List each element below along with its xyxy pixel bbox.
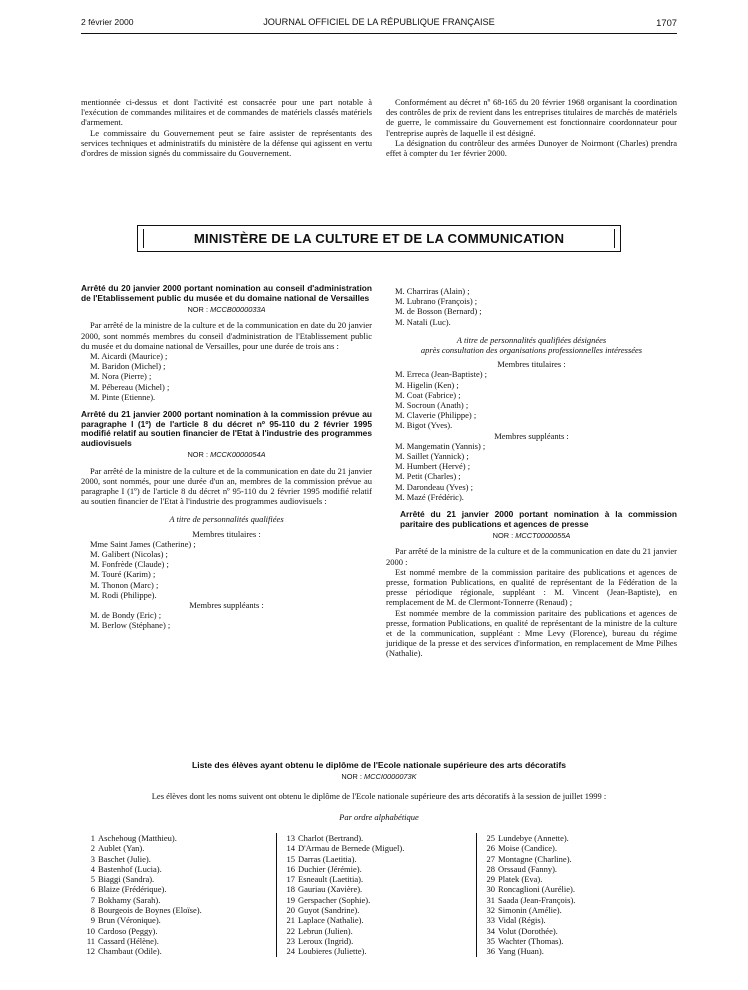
member-list: [386, 369, 677, 430]
student-row: [281, 864, 471, 874]
student-number: 29: [486, 874, 495, 885]
list-item: M. Lubrano (François) ;: [395, 296, 478, 307]
paragraph: Par arrêté de la ministre de la culture et de la communication en date du 21 janvier 2000 :: [386, 546, 677, 567]
list-item: M. Mazé (Frédéric).: [395, 491, 464, 502]
section-subtitle: après consultation des organisations professionnelles intéressées: [420, 345, 643, 356]
list-item: M. Rodi (Philippe).: [90, 589, 157, 600]
student-row: [81, 864, 271, 874]
student-number: 21: [286, 915, 295, 926]
student-number: 6: [90, 884, 95, 895]
list-item: M. Aicardi (Maurice) ;: [90, 351, 168, 361]
student-row: [481, 905, 671, 915]
list-label: Membres suppléants :: [494, 430, 569, 441]
student-name: Chambaut (Odile).: [98, 946, 162, 957]
student-name: Laplace (Nathalie).: [298, 915, 364, 926]
student-name: Esneault (Laetitia).: [298, 874, 364, 885]
student-number: 8: [90, 905, 95, 916]
student-number: 7: [90, 894, 95, 905]
student-number: 24: [286, 946, 295, 957]
student-name: Platek (Eva).: [498, 874, 543, 885]
ministry-heading-box: [137, 225, 621, 252]
student-number: 25: [486, 833, 495, 843]
section-subtitle: A titre de personnalités qualifiées: [169, 514, 284, 525]
student-row: [481, 936, 671, 946]
list-subtitle: Par ordre alphabétique: [339, 812, 419, 822]
student-number: 15: [286, 853, 295, 864]
student-name: Cassard (Hélène).: [98, 935, 159, 946]
student-row: [481, 843, 671, 853]
list-item: M. Humbert (Hervé) ;: [395, 461, 471, 472]
list-item: M. Socroun (Anath) ;: [395, 400, 469, 411]
student-name: Lebrun (Julien).: [298, 925, 353, 936]
list-item: M. Bigot (Yves).: [395, 420, 453, 431]
list-item: M. Darondeau (Yves) ;: [395, 481, 473, 492]
student-column-3: [481, 833, 671, 957]
student-number: 27: [486, 853, 495, 864]
student-row: [81, 926, 271, 936]
nor-reference: NOR : MCCT0000055A: [492, 531, 571, 541]
left-column: [81, 284, 372, 631]
student-name: Biaggi (Sandra).: [98, 874, 155, 885]
student-number: 5: [90, 874, 95, 885]
student-number: 34: [486, 925, 495, 936]
list-item: M. Pébereau (Michel) ;: [90, 381, 170, 392]
student-number: 3: [90, 853, 95, 864]
paragraph: Par arrêté de la ministre de la culture et de la communication en date du 20 janvier 2000, sont nommés membres du conseil d'administration de l'Etablissement public du musée et du domaine national de Versailles, pour une durée de trois ans :: [81, 320, 372, 351]
student-number: 10: [86, 925, 95, 936]
member-list: [386, 441, 677, 502]
student-number: 23: [286, 935, 295, 946]
student-number: 36: [486, 946, 495, 957]
student-name: Bourgeois de Boynes (Eloïse).: [98, 905, 202, 916]
student-row: [281, 915, 471, 925]
student-name: Moise (Candice).: [498, 843, 558, 854]
student-name: Orssaud (Fanny).: [498, 863, 558, 874]
student-row: [81, 854, 271, 864]
nor-reference: NOR : MCCI0000073K: [341, 772, 417, 781]
student-number: 26: [486, 843, 495, 854]
student-name: Roncaglioni (Aurélie).: [498, 884, 575, 895]
student-row: [281, 905, 471, 915]
page-number: 1707: [656, 17, 677, 28]
student-number: 20: [286, 905, 295, 916]
student-column-2: [281, 833, 471, 957]
student-name: Bokhamy (Sarah).: [98, 894, 161, 905]
column-divider: [276, 833, 277, 957]
student-row: [481, 915, 671, 925]
student-name: Baschet (Julie).: [98, 853, 151, 864]
student-name: Darras (Laetitia).: [298, 853, 357, 864]
student-number: 2: [90, 843, 95, 854]
student-number: 4: [90, 863, 95, 874]
student-name: Bastenhof (Lucia).: [98, 863, 162, 874]
list-item: M. de Bondy (Eric) ;: [90, 610, 162, 621]
paragraph: Conformément au décret nº 68-165 du 20 février 1968 organisant la coordination des contrôles de prix de revient dans les entreprises titulaires de marchés de matériels de guerre, le commissaire du Gouvernement est fonctionnaire coordonnateur pour l'entreprise auprès de laquelle il est désigné.: [386, 97, 677, 138]
student-number: 9: [90, 915, 95, 926]
student-name: Cardoso (Peggy).: [98, 925, 158, 936]
right-column: [386, 286, 677, 659]
student-number: 19: [286, 894, 295, 905]
student-name: Volut (Dorothée).: [498, 925, 558, 936]
student-row: [81, 936, 271, 946]
student-name: Aublet (Yan).: [98, 843, 145, 854]
student-number: 31: [486, 894, 495, 905]
student-row: [481, 874, 671, 884]
student-number: 16: [286, 863, 295, 874]
list-item: M. Baridon (Michel) ;: [90, 361, 166, 372]
student-row: [481, 895, 671, 905]
student-row: [281, 874, 471, 884]
student-row: [81, 946, 271, 956]
paragraph: mentionnée ci-dessus et dont l'activité est consacrée pour une part notable à l'exécution de commandes militaires et de commandes de matériels classés matériels d'armement.: [81, 97, 372, 128]
list-label: Membres titulaires :: [192, 528, 261, 539]
student-name: Charlot (Bertrand).: [298, 833, 364, 843]
student-number: 18: [286, 884, 295, 895]
student-name: Aschehoug (Matthieu).: [98, 833, 177, 843]
student-name: Brun (Véronique).: [98, 915, 161, 926]
student-row: [481, 946, 671, 956]
student-number: 14: [286, 843, 295, 854]
list-item: M. Thonon (Marc) ;: [90, 579, 159, 590]
header-date: 2 février 2000: [81, 17, 134, 27]
student-number: 35: [486, 935, 495, 946]
student-row: [281, 895, 471, 905]
student-name: Blaize (Frédérique).: [98, 884, 167, 895]
page-header: [81, 17, 677, 31]
member-list: [81, 351, 372, 402]
paragraph: La désignation du contrôleur des armées Dunoyer de Noirmont (Charles) prendra effet à compter du 1er février 2000.: [386, 137, 677, 159]
member-list: [81, 610, 372, 630]
student-row: [81, 905, 271, 915]
list-item: M. Higelin (Ken) ;: [395, 379, 459, 390]
list-item: M. Nora (Pierre) ;: [90, 371, 152, 382]
list-item: M. Natali (Luc).: [395, 316, 451, 327]
student-row: [81, 895, 271, 905]
student-number: 12: [86, 946, 95, 957]
section-subtitle: A titre de personnalités qualifiées désignées: [456, 334, 607, 345]
list-item: M. Petit (Charles) ;: [395, 471, 461, 482]
student-row: [281, 843, 471, 853]
student-number: 1: [90, 833, 95, 843]
arrete-title: Arrêté du 20 janvier 2000 portant nomination au conseil d'administration de l'Etablissement public du musée et du domaine national de Versailles: [81, 283, 372, 303]
student-row: [281, 884, 471, 894]
paragraph: Est nommée membre de la commission paritaire des publications et agences de presse, formation Publications, en qualité de représentant de la ministre de la culture et de la communication, suppléant : Mme Levy (Florence), bureau du régime juridique de la presse et des services d'information, en remplacement de Mme Pilhes (Nathalie).: [386, 607, 677, 659]
nor-reference: NOR : MCCK0000054A: [187, 450, 266, 460]
list-item: M. Charriras (Alain) ;: [395, 286, 470, 296]
paragraph: Est nommé membre de la commission paritaire des publications et agences de presse, formation Publications, en qualité de représentant de la Fédération de la presse périodique régionale, suppléant : M. Vincent (Jean-Baptiste), en remplacement de M. de Clermont-Tonnerre (Renaud) ;: [386, 566, 677, 608]
list-item: M. Claverie (Philippe) ;: [395, 410, 477, 421]
student-name: Montagne (Charline).: [498, 853, 572, 864]
ministry-heading: MINISTÈRE DE LA CULTURE ET DE LA COMMUNICATION: [143, 229, 615, 248]
list-intro: Les élèves dont les noms suivent ont obtenu le diplôme de l'Ecole nationale supérieure des arts décoratifs à la session de juillet 1999 :: [151, 791, 607, 801]
list-item: M. Fonfrède (Claude) ;: [90, 559, 169, 570]
student-row: [281, 926, 471, 936]
list-label: Membres titulaires :: [497, 359, 566, 370]
student-name: Yang (Huan).: [498, 946, 544, 957]
member-list: [386, 286, 677, 327]
student-number: 32: [486, 905, 495, 916]
student-row: [281, 833, 471, 843]
student-number: 22: [286, 925, 295, 936]
student-row: [81, 843, 271, 853]
list-label: Membres suppléants :: [189, 600, 264, 611]
student-name: Saada (Jean-François).: [498, 894, 576, 905]
student-name: Lundebye (Annette).: [498, 833, 569, 843]
list-item: M. de Bosson (Bernard) ;: [395, 306, 482, 317]
student-row: [81, 874, 271, 884]
student-name: Gauriau (Xavière).: [298, 884, 363, 895]
top-left-column: [81, 97, 372, 158]
student-name: Guyot (Sandrine).: [298, 905, 360, 916]
list-item: M. Saillet (Yannick) ;: [395, 451, 469, 462]
student-row: [481, 864, 671, 874]
student-row: [481, 854, 671, 864]
student-name: Leroux (Ingrid).: [298, 935, 354, 946]
student-number: 17: [286, 874, 295, 885]
student-number: 28: [486, 863, 495, 874]
list-item: M. Mangematin (Yannis) ;: [395, 440, 486, 451]
student-name: Duchier (Jérémie).: [298, 863, 362, 874]
list-item: M. Pinte (Etienne).: [90, 391, 156, 402]
student-name: Wachter (Thomas).: [498, 935, 564, 946]
student-row: [481, 884, 671, 894]
top-right-column: [386, 97, 677, 158]
nor-reference: NOR : MCCB0000033A: [187, 305, 266, 315]
list-item: Mme Saint James (Catherine) ;: [90, 538, 196, 549]
member-list: [81, 539, 372, 600]
student-name: Vidal (Régis).: [498, 915, 546, 926]
paragraph: Le commissaire du Gouvernement peut se faire assister de représentants des services techniques et administratifs du ministère de la défense qui agissent en vertu d'ordres de mission signés du commissaire du Gouvernement.: [81, 127, 372, 159]
student-row: [481, 926, 671, 936]
student-row: [281, 854, 471, 864]
list-item: M. Touré (Karim) ;: [90, 569, 156, 580]
student-number: 33: [486, 915, 495, 926]
journal-title: JOURNAL OFFICIEL DE LA RÉPUBLIQUE FRANÇAISE: [263, 17, 495, 27]
student-row: [481, 833, 671, 843]
list-item: M. Galibert (Nicolas) ;: [90, 549, 168, 560]
student-number: 30: [486, 884, 495, 895]
list-item: M. Coat (Fabrice) ;: [395, 389, 461, 400]
student-row: [81, 884, 271, 894]
paragraph: Par arrêté de la ministre de la culture et de la communication en date du 21 janvier 2000, sont nommés, pour une durée d'un an, membres de la commission prévue au paragraphe I (1º) de l'article 8 du décret nº 95-110 du 2 février 1995 modifié relatif au soutien financier de l'Etat à l'industrie des programmes audiovisuels :: [81, 465, 372, 507]
column-divider: [476, 833, 477, 957]
student-row: [281, 936, 471, 946]
arrete-title: Arrêté du 21 janvier 2000 portant nomination à la commission prévue au paragraphe I (1º) de l'article 8 du décret nº 95-110 du 2 février 1995 modifié relatif au soutien financier de l'Etat à l'industrie des programmes audiovisuels: [81, 409, 372, 448]
student-name: Simonin (Amélie).: [498, 905, 562, 916]
list-item: M. Berlow (Stéphane) ;: [90, 620, 171, 631]
student-name: Loubieres (Juliette).: [298, 946, 367, 957]
student-name: D'Armau de Bernede (Miguel).: [298, 843, 405, 854]
student-row: [281, 946, 471, 956]
arrete-title: Arrêté du 21 janvier 2000 portant nomination à la commission paritaire des publications et agences de presse: [400, 509, 677, 529]
student-column-1: [81, 833, 271, 957]
student-number: 13: [286, 833, 295, 843]
header-rule: [81, 33, 677, 34]
student-name: Gerspacher (Sophie).: [298, 894, 371, 905]
student-number: 11: [86, 935, 95, 946]
list-title: Liste des élèves ayant obtenu le diplôme de l'Ecole nationale supérieure des arts décoratifs: [191, 760, 567, 770]
list-item: M. Erreca (Jean-Baptiste) ;: [395, 369, 488, 380]
student-row: [81, 833, 271, 843]
student-row: [81, 915, 271, 925]
